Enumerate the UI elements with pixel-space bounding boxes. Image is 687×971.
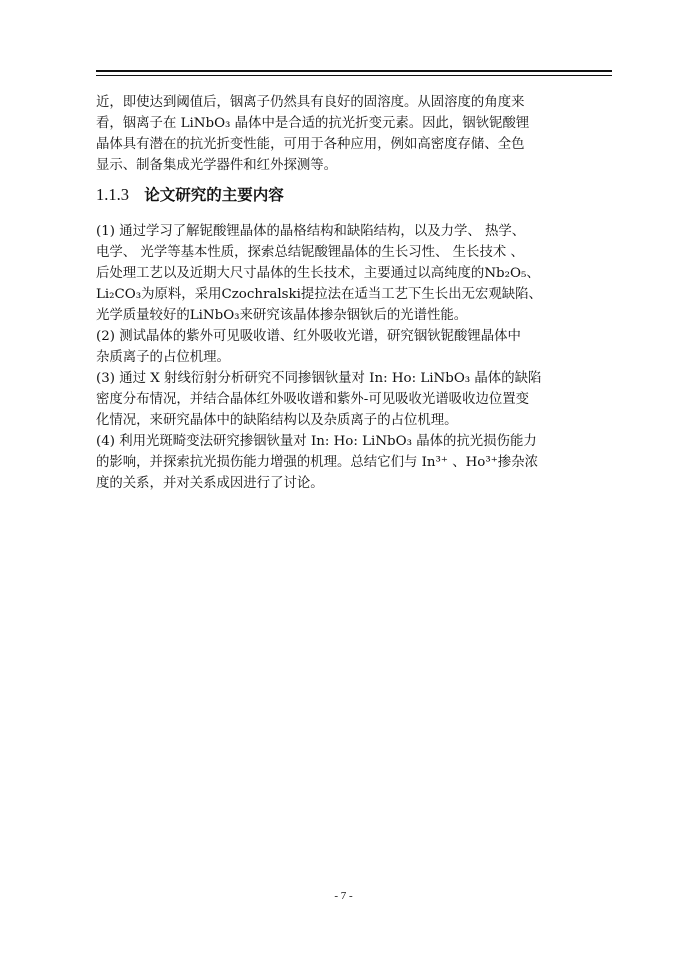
item-2 xyxy=(96,326,616,368)
text-line: 杂质离子的占位机理。 xyxy=(96,350,230,365)
intro-paragraph xyxy=(96,92,616,176)
section-heading xyxy=(96,183,616,207)
text-line: 密度分布情况，并结合晶体红外吸收谱和紫外-可见吸收光谱吸收边位置变 xyxy=(96,392,530,407)
text-line: (3) 通过 X 射线衍射分析研究不同掺铟钬量对 In: Ho: LiNbO₃ 晶体的缺陷 xyxy=(96,371,542,386)
page-body xyxy=(96,92,616,494)
text-line: 显示、制备集成光学器件和红外探测等。 xyxy=(96,158,338,173)
text-line: 晶体具有潜在的抗光折变性能，可用于各种应用，例如高密度存储、全色 xyxy=(96,137,525,152)
item-4 xyxy=(96,431,616,494)
item-1 xyxy=(96,221,616,326)
text-line: 后处理工艺以及近期大尺寸晶体的生长技术，主要通过以高纯度的Nb₂O₅、 xyxy=(96,266,540,281)
text-line: 电学、 光学等基本性质，探索总结铌酸锂晶体的生长习性、 生长技术 、 xyxy=(96,245,524,260)
text-line: 化情况，来研究晶体中的缺陷结构以及杂质离子的占位机理。 xyxy=(96,413,458,428)
text-line: 近，即使达到阈值后，铟离子仍然具有良好的固溶度。从固溶度的角度来 xyxy=(96,95,525,110)
page-number: - 7 - xyxy=(334,890,353,902)
text-line: (4) 利用光斑畸变法研究掺铟钬量对 In: Ho: LiNbO₃ 晶体的抗光损伤能力 xyxy=(96,434,537,449)
item-3 xyxy=(96,368,616,431)
header-rule-thin xyxy=(96,75,612,76)
text-line: 度的关系，并对关系成因进行了讨论。 xyxy=(96,476,324,491)
text-line: (1) 通过学习了解铌酸锂晶体的晶格结构和缺陷结构，以及力学、 热学、 xyxy=(96,224,526,239)
header-rule-thick xyxy=(96,70,612,72)
text-line: 看，铟离子在 LiNbO₃ 晶体中是合适的抗光折变元素。因此，铟钬铌酸锂 xyxy=(96,116,530,131)
text-line: (2) 测试晶体的紫外可见吸收谱、红外吸收光谱，研究铟钬铌酸锂晶体中 xyxy=(96,329,521,344)
text-line: 的影响，并探索抗光损伤能力增强的机理。总结它们与 In³⁺ 、Ho³⁺掺杂浓 xyxy=(96,455,538,470)
section-number: 1.1.3 xyxy=(96,185,129,204)
text-line: 光学质量较好的LiNbO₃来研究该晶体掺杂铟钬后的光谱性能。 xyxy=(96,308,468,323)
text-line: Li₂CO₃为原料，采用Czochralski提拉法在适当工艺下生长出无宏观缺陷、 xyxy=(96,287,542,302)
section-title: 论文研究的主要内容 xyxy=(144,186,284,204)
